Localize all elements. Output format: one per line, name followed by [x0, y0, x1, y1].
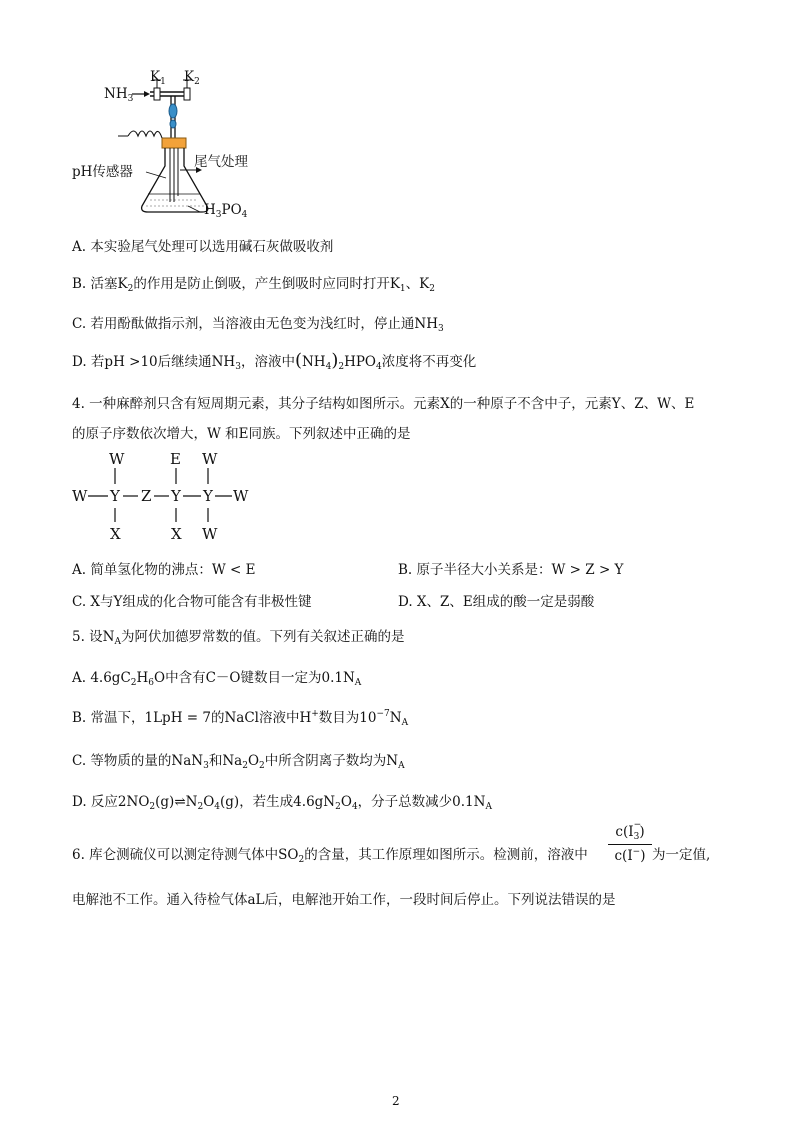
q5-option-b: B. 常温下，1LpH = 7的NaCl溶液中H+数目为$10^{-7}N_A$: [72, 709, 409, 728]
apparatus-diagram: [70, 66, 270, 226]
q4-option-a: A. 简单氢化物的沸点：W < E: [72, 562, 256, 578]
q3-option-c: C. 若用酚酞做指示剂，当溶液由无色变为浅红时，停止通$NH_3$: [72, 316, 444, 334]
page-number: 2: [392, 1094, 400, 1108]
h3po4-label: $H_3PO_4$: [204, 202, 248, 220]
q4-option-c: C. X与Y组成的化合物可能含有非极性键: [72, 594, 312, 610]
ph-sensor-coil: [128, 131, 162, 138]
q3-option-b: B. 活塞$K_2$的作用是防止倒吸，产生倒吸时应同时打开$K_1$、$K_2$: [72, 276, 435, 294]
q3-option-d: D. 若pH >10后继续通$NH_3$，溶液中$(NH_4)_2HPO_4$浓度将不再变化: [72, 350, 477, 372]
ph-sensor-label: pH传感器: [72, 164, 133, 180]
q3-option-a: A. 本实验尾气处理可以选用碱石灰做吸收剂: [72, 239, 334, 255]
q4-stem-line2: 的原子序数依次增大，W 和E同族。下列叙述中正确的是: [72, 426, 411, 442]
q6-stem-tail: 为一定值,: [652, 847, 711, 863]
q6-stem-line1: 6. 库仑测硫仪可以测定待测气体中$SO_2$的含量，其工作原理如图所示。检测前，溶液中: [72, 847, 588, 865]
k2-label: $K_2$: [184, 69, 200, 87]
k1-stopcock: [154, 88, 160, 100]
tail-gas-label: 尾气处理: [194, 154, 248, 170]
q4-option-d: D. X、Z、E组成的酸一定是弱酸: [398, 594, 595, 610]
q5-option-a: A. $4.6gC_2H_6O$中含有C－O键数目一定为$0.1N_A$: [72, 670, 362, 688]
q6-fraction: c(I − $_3$) c(I−): [608, 824, 652, 864]
q4-option-b: B. 原子半径大小关系是：W > Z > Y: [398, 562, 624, 578]
q5-option-c: C. 等物质的量的NaN$_3$和$Na_2O_2$中所含阴离子数均为$N_A$: [72, 753, 405, 771]
nh3-label: $NH_3$: [104, 86, 134, 104]
q5-stem: 5. 设$N_A$为阿伏加德罗常数的值。下列有关叙述正确的是: [72, 629, 405, 647]
flask-stopper: [162, 138, 186, 148]
q4-stem-line1: 4. 一种麻醉剂只含有短周期元素，其分子结构如图所示。元素X的一种原子不含中子，元素Y、Z、W、E: [72, 396, 695, 412]
ball-valve: [169, 104, 177, 118]
q6-stem-line2: 电解池不工作。通入待检气体aL后，电解池开始工作，一段时间后停止。下列说法错误的是: [72, 892, 616, 908]
molecular-structure: W E W W Y Z Y Y W X X W: [72, 450, 249, 543]
q5-option-d: D. 反应$2NO_2(g)\rightleftharpoons N_2O_4(g)$，若生成$4.6gN_2O_4$，分子总数减少$0.1N_A$: [72, 794, 492, 812]
k1-label: $K_1$: [150, 69, 166, 87]
k2-stopcock: [184, 88, 190, 100]
